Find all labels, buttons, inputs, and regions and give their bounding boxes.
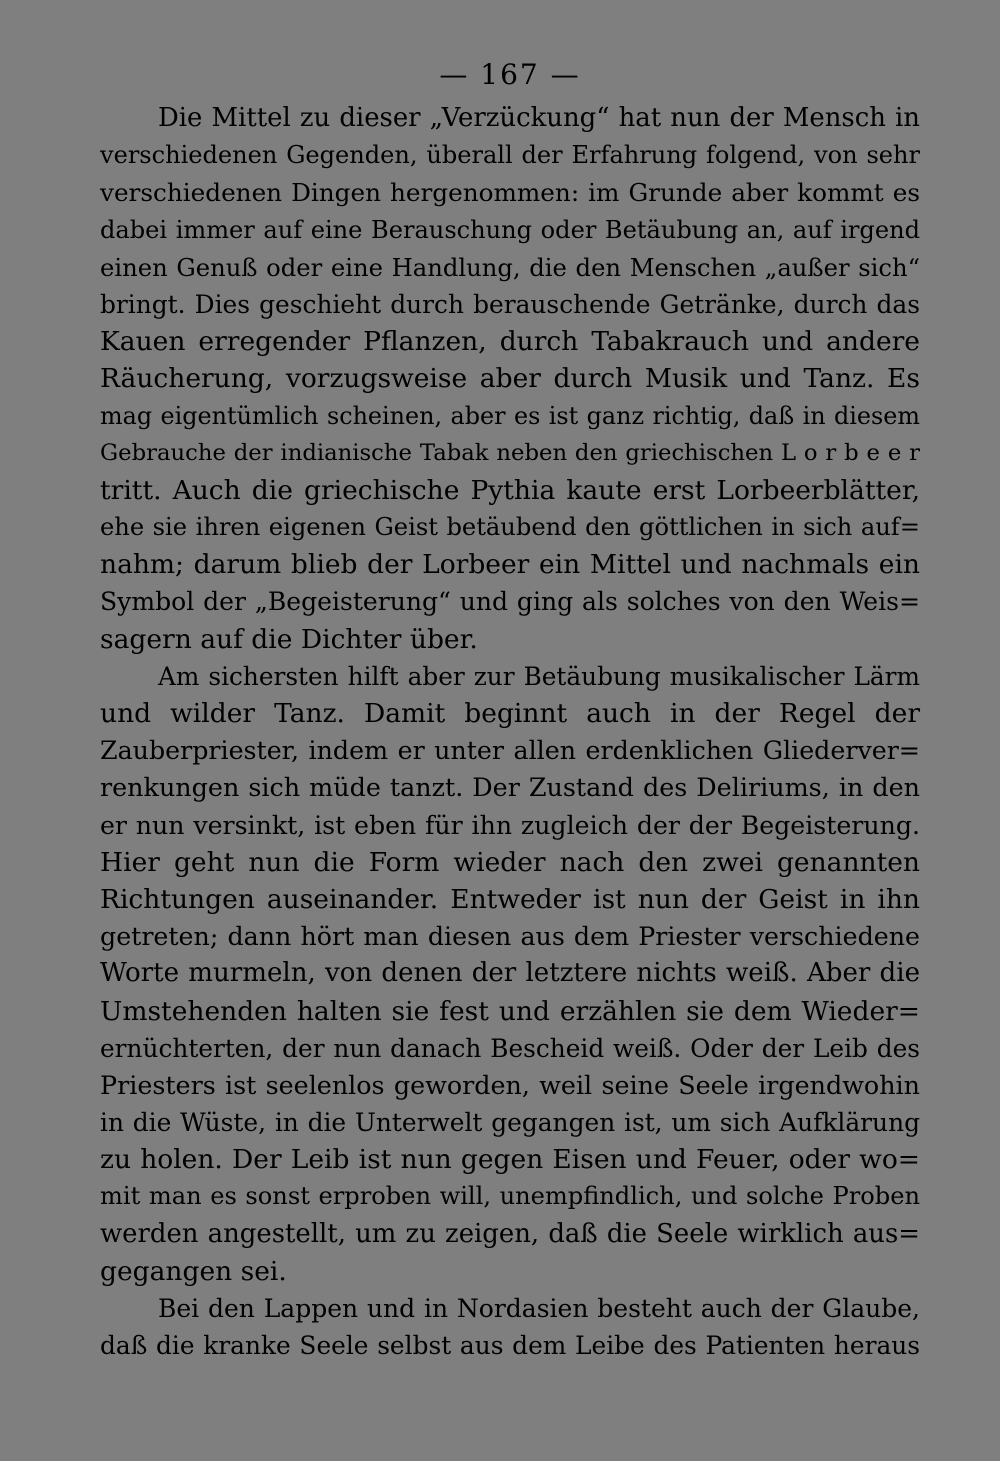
text-line: er nun versinkt, ist eben für ihn zugleich der der Begeisterung. [100,810,920,840]
text-line: dabei immer auf eine Berauschung oder Betäubung an, auf irgend [100,215,920,244]
text-line: getreten; dann hört man diesen aus dem Priester verschiedene [100,922,920,952]
text-line: mit man es sonst erproben will, unempfindlich, und solche Proben [100,1182,920,1211]
text-line: Symbol der „Begeisterung“ und ging als solches von den Weis= [100,587,920,617]
text-line: Priesters ist seelenlos geworden, weil seine Seele irgendwohin [100,1069,920,1100]
text-line: einen Genuß oder eine Handlung, die den Menschen „außer sich“ [100,252,920,282]
text-line: Zauberpriester, indem er unter allen erdenklichen Gliederver= [100,736,920,766]
text-line: Kauen erregender Pflanzen, durch Tabakrauch und andere [100,326,920,358]
book-page [100,50,920,1364]
text-line: ernüchterten, der nun danach Bescheid weiß. Oder der Leib des [100,1033,920,1063]
text-line: ehe sie ihren eigenen Geist betäubend den göttlichen in sich auf= [100,513,920,542]
text-line: verschiedenen Gegenden, überall der Erfahrung folgend, von sehr [100,141,920,170]
text-line: bringt. Dies geschieht durch berauschende Getränke, durch das [100,289,920,319]
body-text [100,100,920,1364]
page-number: — 167 — [439,58,581,91]
text-line: verschiedenen Dingen hergenommen: im Grunde aber kommt es [100,178,920,208]
text-line: Räucherung, vorzugsweise aber durch Musik und Tanz. Es [100,363,920,395]
text-line: werden angestellt, um zu zeigen, daß die Seele wirklich aus= [100,1218,920,1249]
text-line: sagern auf die Dichter über. [100,623,478,655]
text-line: Worte murmeln, von denen der letztere nichts weiß. Aber die [100,958,920,989]
text-line: gegangen sei. [100,1255,287,1287]
text-line: Am sichersten hilft aber zur Betäubung musikalischer Lärm [158,661,920,691]
text-line: Bei den Lappen und in Nordasien besteht auch der Glaube, [158,1294,920,1323]
text-line: tritt. Auch die griechische Pythia kaute erst Lorbeerblätter, [100,474,920,506]
text-line: renkungen sich müde tanzt. Der Zustand des Deliriums, in den [100,772,920,803]
text-line: Umstehenden halten sie fest und erzählen sie dem Wieder= [100,995,920,1027]
text-line: nahm; darum blieb der Lorbeer ein Mittel und nachmals ein [100,549,920,581]
text-line: Richtungen auseinander. Entweder ist nun der Geist in ihn [100,883,920,915]
text-line: zu holen. Der Leib ist nun gegen Eisen und Feuer, oder wo= [100,1144,920,1176]
text-line: Hier geht nun die Form wieder nach den zwei genannten [100,846,920,878]
text-line: und wilder Tanz. Damit beginnt auch in der Regel der [100,698,920,729]
text-line: mag eigentümlich scheinen, aber es ist ganz richtig, daß in diesem [100,401,920,430]
text-line: in die Wüste, in die Unterwelt gegangen ist, um sich Aufklärung [100,1108,920,1138]
text-line: daß die kranke Seele selbst aus dem Leibe des Patienten heraus [100,1331,920,1361]
text-line: Gebrauche der indianische Tabak neben den griechischen L o r b e e r [100,439,920,466]
text-line: Die Mittel zu dieser „Verzückung“ hat nun der Mensch in [158,103,920,133]
